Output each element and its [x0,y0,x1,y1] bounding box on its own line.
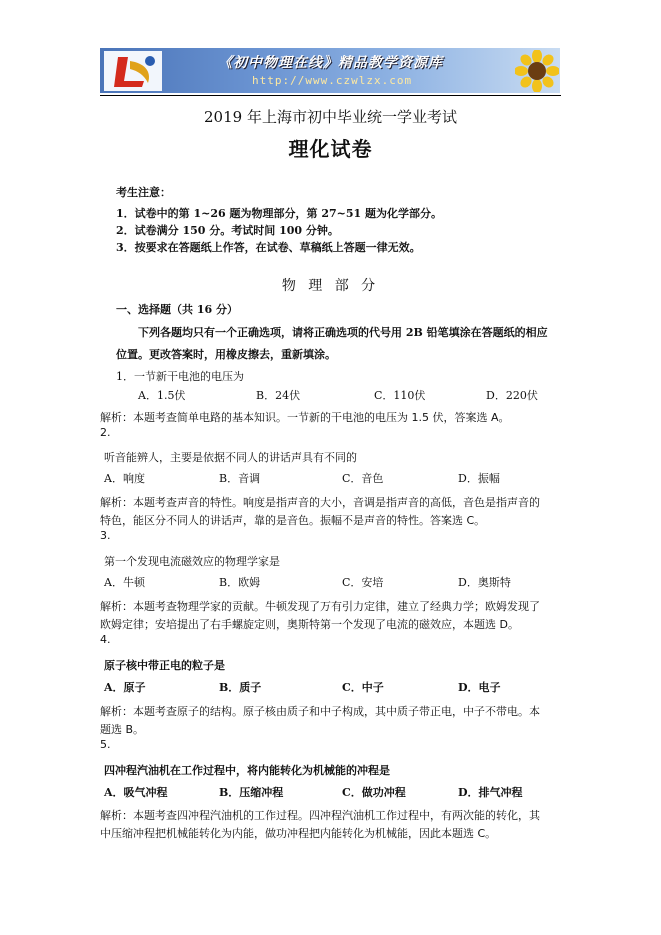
notice-item: 2．试卷满分 150 分。考试时间 100 分钟。 [116,224,339,237]
option-d: D．220伏 [486,389,538,402]
notice-item: 3．按要求在答题纸上作答，在试卷、草稿纸上答题一律无效。 [116,241,421,254]
option-c: C．做功冲程 [342,786,406,799]
question-number: 4. [100,633,111,646]
option-c: C．110伏 [374,389,426,402]
option-c: C．中子 [342,681,384,694]
logo-icon [104,51,162,91]
question-stem: 1．一节新干电池的电压为 [116,370,244,383]
option-c: C．安培 [342,576,384,589]
analysis-line: 解析：本题考查原子的结构。原子核由质子和中子构成，其中质子带正电，中子不带电。本 [100,705,540,718]
header-rule [100,95,561,96]
analysis-line: 特色，能区分不同人的讲话声，靠的是音色。振幅不是声音的特性。答案选 C。 [100,514,486,527]
analysis-line: 中压缩冲程把机械能转化为内能，做功冲程把内能转化为机械能，因此本题选 C。 [100,827,497,840]
question-stem: 听音能辨人，主要是依据不同人的讲话声具有不同的 [104,451,357,464]
question-stem: 第一个发现电流磁效应的物理学家是 [104,555,280,568]
instruction-line: 位置。更改答案时，用橡皮擦去，重新填涂。 [116,348,336,361]
analysis-line: 解析：本题考查物理学家的贡献。牛顿发现了万有引力定律，建立了经典力学；欧姆发现了 [100,600,540,613]
notice-item: 1．试卷中的第 1~26 题为物理部分，第 27~51 题为化学部分。 [116,207,442,220]
option-d: D．排气冲程 [458,786,523,799]
instruction-line: 下列各题均只有一个正确选项，请将正确选项的代号用 2B 铅笔填涂在答题纸的相应 [138,326,548,339]
exam-title: 2019 年上海市初中毕业统一学业考试 [204,108,457,126]
option-b: B．24伏 [256,389,301,402]
option-a: A．1.5伏 [138,389,186,402]
analysis-line: 解析：本题考查四冲程汽油机的工作过程。四冲程汽油机工作过程中，有两次能的转化，其 [100,809,540,822]
option-b: B．质子 [219,681,262,694]
exam-subtitle: 理化试卷 [288,137,373,161]
option-a: A．原子 [104,681,146,694]
banner-title: 《初中物理在线》精品教学资源库 [218,55,443,71]
header-banner [100,48,560,93]
notice-heading: 考生注意： [116,186,171,199]
question-number: 3. [100,529,111,542]
analysis-line: 题选 B。 [100,723,145,736]
option-a: A．牛顿 [104,576,145,589]
part-heading: 一、选择题（共 16 分） [116,303,238,316]
option-d: D．振幅 [458,472,500,485]
analysis-line: 欧姆定律；安培提出了右手螺旋定则，奥斯特第一个发现了电流的磁效应，本题选 D。 [100,618,519,631]
analysis-line: 解析：本题考查简单电路的基本知识。一节新的干电池的电压为 1.5 伏，答案选 A。 [100,411,510,424]
question-stem: 四冲程汽油机在工作过程中，将内能转化为机械能的冲程是 [104,764,390,777]
question-number: 2. [100,426,111,439]
option-b: B．欧姆 [219,576,261,589]
option-b: B．音调 [219,472,261,485]
option-d: D．电子 [458,681,501,694]
question-stem: 原子核中带正电的粒子是 [104,659,225,672]
banner-url: http://www.czwlzx.com [252,74,413,87]
option-b: B．压缩冲程 [219,786,284,799]
option-a: A．吸气冲程 [104,786,168,799]
option-c: C．音色 [342,472,384,485]
question-number: 5. [100,738,111,751]
option-a: A．响度 [104,472,145,485]
section-title: 物 理 部 分 [281,278,380,294]
sunflower-icon [515,50,559,92]
option-d: D．奥斯特 [458,576,511,589]
analysis-line: 解析：本题考查声音的特性。响度是指声音的大小，音调是指声音的高低，音色是指声音的 [100,496,540,509]
